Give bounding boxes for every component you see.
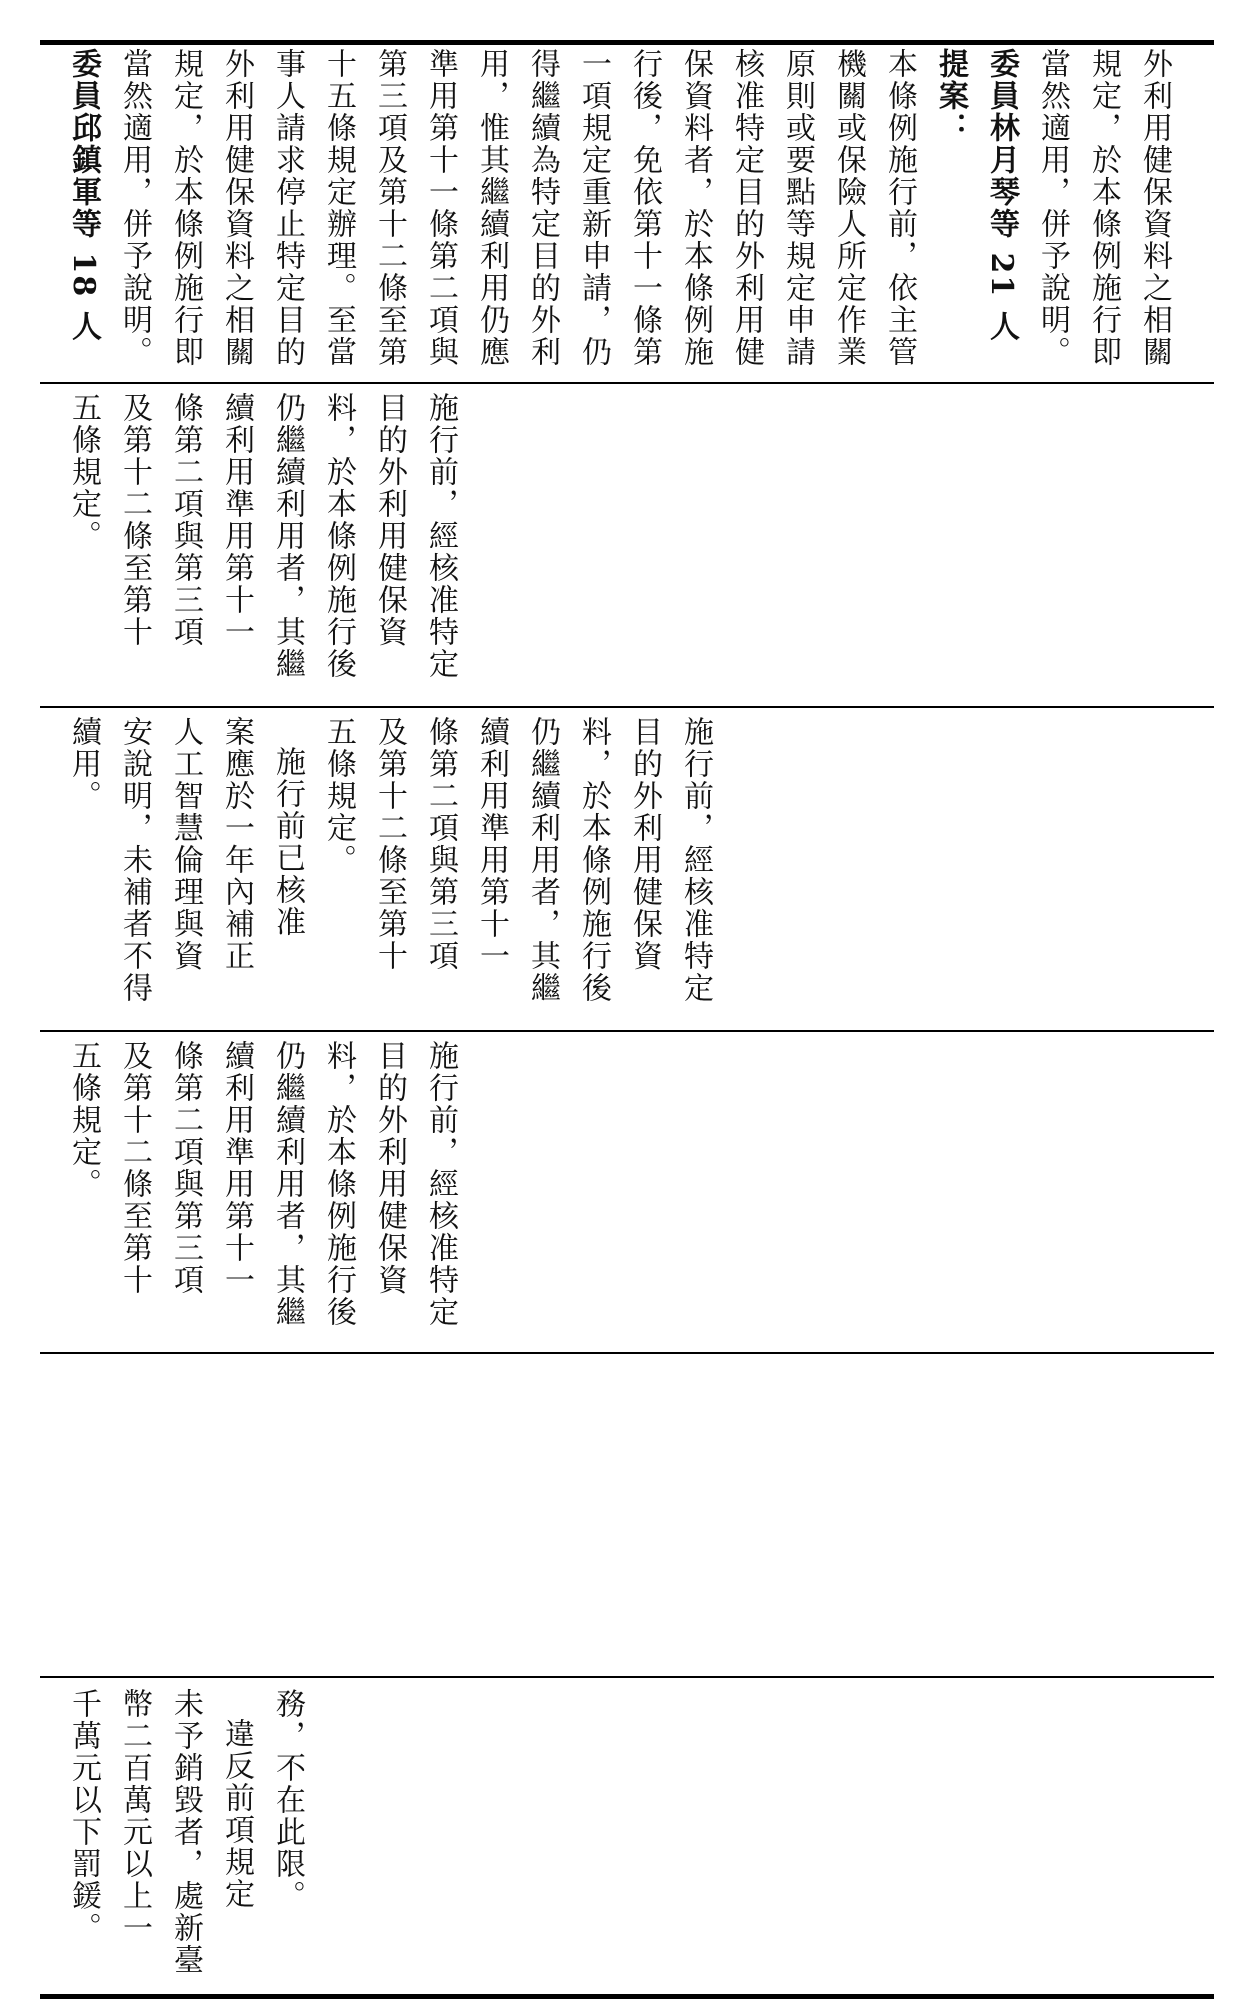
row-divider: [40, 1352, 1214, 1354]
text-line: 未予銷毀者，處新臺: [168, 1688, 203, 1976]
text-line: 仍繼續利用者，其繼: [270, 392, 305, 680]
top-rule: [40, 40, 1214, 45]
bottom-rule: [40, 1994, 1214, 1999]
text-line: 用，惟其繼續利用仍應: [474, 48, 509, 368]
text-line: 案應於一年內補正: [219, 716, 254, 972]
text-line: 及第十二條至第十: [372, 716, 407, 972]
text-line: 施行前，經核准特定: [423, 1040, 458, 1328]
text-line: 及第十二條至第十: [117, 1040, 152, 1296]
text-line: 料，於本條例施行後: [576, 716, 611, 1004]
cell-version-c: [58, 1040, 1198, 1342]
cell-version-b: [58, 716, 1198, 1018]
row-divider: [40, 1676, 1214, 1678]
row-divider: [40, 706, 1214, 708]
text-line: 第三項及第十二條至第: [372, 48, 407, 368]
text-line: 續利用準用第十一: [219, 1040, 254, 1296]
row-divider: [40, 382, 1214, 384]
text-line: 仍繼續利用者，其繼: [525, 716, 560, 1004]
text-line: 提案：: [933, 48, 968, 144]
cell-version-a: [58, 392, 1198, 694]
text-line: 機關或保險人所定作業: [831, 48, 866, 368]
text-line: 施行前，經核准特定: [678, 716, 713, 1004]
text-line: 違反前項規定: [219, 1718, 254, 1910]
text-line: 續利用準用第十一: [219, 392, 254, 648]
text-line: 一項規定重新申請，仍: [576, 48, 611, 368]
text-line: 規定，於本條例施行即: [168, 48, 203, 368]
cell-legislator-proposals: [58, 48, 1198, 370]
text-line: 準用第十一條第二項與: [423, 48, 458, 368]
text-line: 仍繼續利用者，其繼: [270, 1040, 305, 1328]
text-line: 施行前已核准: [270, 746, 305, 938]
text-line: 五條規定。: [321, 716, 356, 876]
text-line: 目的外利用健保資: [627, 716, 662, 972]
text-line: 委員邱鎮軍等 18 人: [66, 48, 101, 343]
text-line: 事人請求停止特定目的: [270, 48, 305, 368]
text-line: 條第二項與第三項: [423, 716, 458, 972]
text-line: 施行前，經核准特定: [423, 392, 458, 680]
text-line: 幣二百萬元以上一: [117, 1688, 152, 1944]
text-line: 目的外利用健保資: [372, 392, 407, 648]
row-divider: [40, 1030, 1214, 1032]
text-line: 五條規定。: [66, 1040, 101, 1200]
text-line: 續利用準用第十一: [474, 716, 509, 972]
text-line: 五條規定。: [66, 392, 101, 552]
text-line: 規定，於本條例施行即: [1086, 48, 1121, 368]
text-line: 條第二項與第三項: [168, 392, 203, 648]
text-line: 當然適用，併予說明。: [117, 48, 152, 368]
text-line: 及第十二條至第十: [117, 392, 152, 648]
text-line: 當然適用，併予說明。: [1035, 48, 1070, 368]
text-line: 續用。: [66, 716, 101, 812]
text-line: 原則或要點等規定申請: [780, 48, 815, 368]
text-line: 本條例施行前，依主管: [882, 48, 917, 368]
text-line: 料，於本條例施行後: [321, 1040, 356, 1328]
text-line: 委員林月琴等 21 人: [984, 48, 1019, 343]
text-line: 外利用健保資料之相關: [219, 48, 254, 368]
cell-penalty-clause: [58, 1688, 1198, 1983]
text-line: 保資料者，於本條例施: [678, 48, 713, 368]
text-line: 務，不在此限。: [270, 1688, 305, 1912]
text-line: 人工智慧倫理與資: [168, 716, 203, 972]
text-line: 行後，免依第十一條第: [627, 48, 662, 368]
text-line: 核准特定目的外利用健: [729, 48, 764, 368]
cell-empty: [58, 1362, 1198, 1664]
text-line: 安說明，未補者不得: [117, 716, 152, 1004]
text-line: 千萬元以下罰鍰。: [66, 1688, 101, 1944]
text-line: 料，於本條例施行後: [321, 392, 356, 680]
text-line: 得繼續為特定目的外利: [525, 48, 560, 368]
text-line: 十五條規定辦理。至當: [321, 48, 356, 368]
text-line: 目的外利用健保資: [372, 1040, 407, 1296]
text-line: 條第二項與第三項: [168, 1040, 203, 1296]
text-line: 外利用健保資料之相關: [1137, 48, 1172, 368]
